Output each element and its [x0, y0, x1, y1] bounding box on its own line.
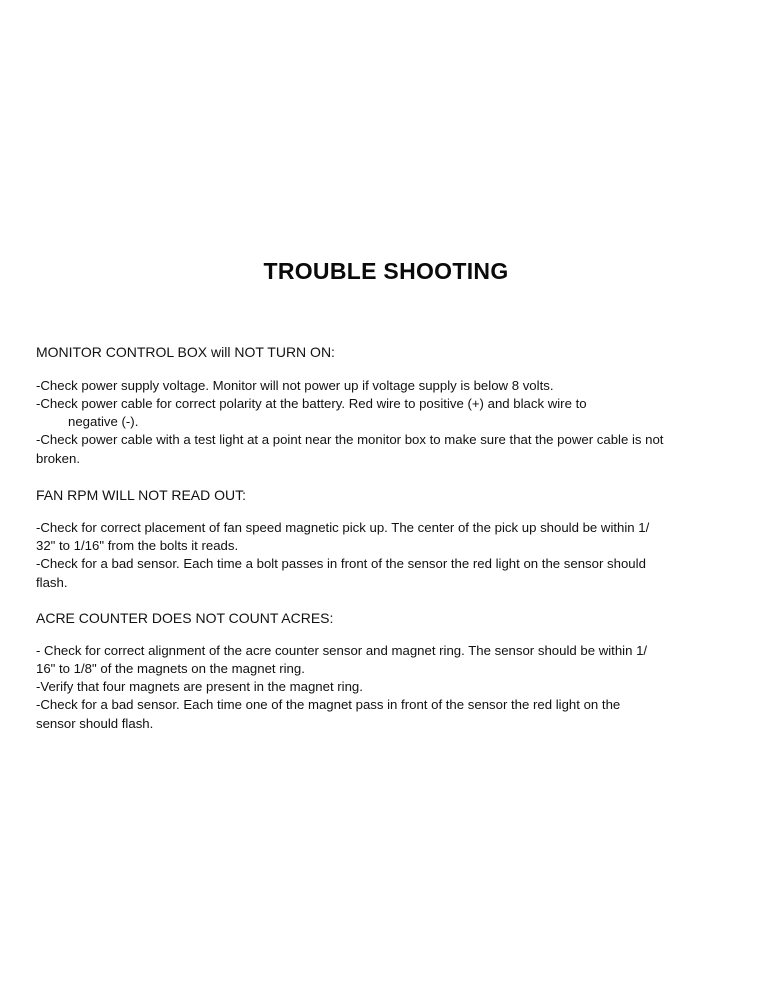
section-line: -Check power cable for correct polarity at the battery. Red wire to positive (+) and black wire to — [36, 396, 587, 411]
section-line: -Check for a bad sensor. Each time a bolt passes in front of the sensor the red light on the sensor should — [36, 556, 646, 571]
section-line: - Check for correct alignment of the acre counter sensor and magnet ring. The sensor should be within 1/ — [36, 643, 648, 658]
section-line: negative (-). — [68, 414, 139, 429]
section-line: 32" to 1/16" from the bolts it reads. — [36, 538, 239, 553]
section-heading-monitor-control-box: MONITOR CONTROL BOX will NOT TURN ON: — [36, 344, 335, 360]
section-line: -Check power cable with a test light at a point near the monitor box to make sure that the power cable is not — [36, 432, 664, 447]
section-line: -Verify that four magnets are present in the magnet ring. — [36, 679, 363, 694]
section-line: 16" to 1/8" of the magnets on the magnet ring. — [36, 661, 305, 676]
page-title: TROUBLE SHOOTING — [263, 258, 509, 284]
section-line: -Check power supply voltage. Monitor will not power up if voltage supply is below 8 volts. — [36, 378, 554, 393]
section-line: -Check for a bad sensor. Each time one of the magnet pass in front of the sensor the red light on the — [36, 697, 621, 712]
section-heading-fan-rpm: FAN RPM WILL NOT READ OUT: — [36, 487, 247, 503]
section-line: broken. — [36, 451, 80, 466]
section-heading-acre-counter: ACRE COUNTER DOES NOT COUNT ACRES: — [36, 610, 334, 626]
section-line: sensor should flash. — [36, 716, 154, 731]
section-line: -Check for correct placement of fan speed magnetic pick up. The center of the pick up should be within 1/ — [36, 520, 650, 535]
section-line: flash. — [36, 575, 68, 590]
